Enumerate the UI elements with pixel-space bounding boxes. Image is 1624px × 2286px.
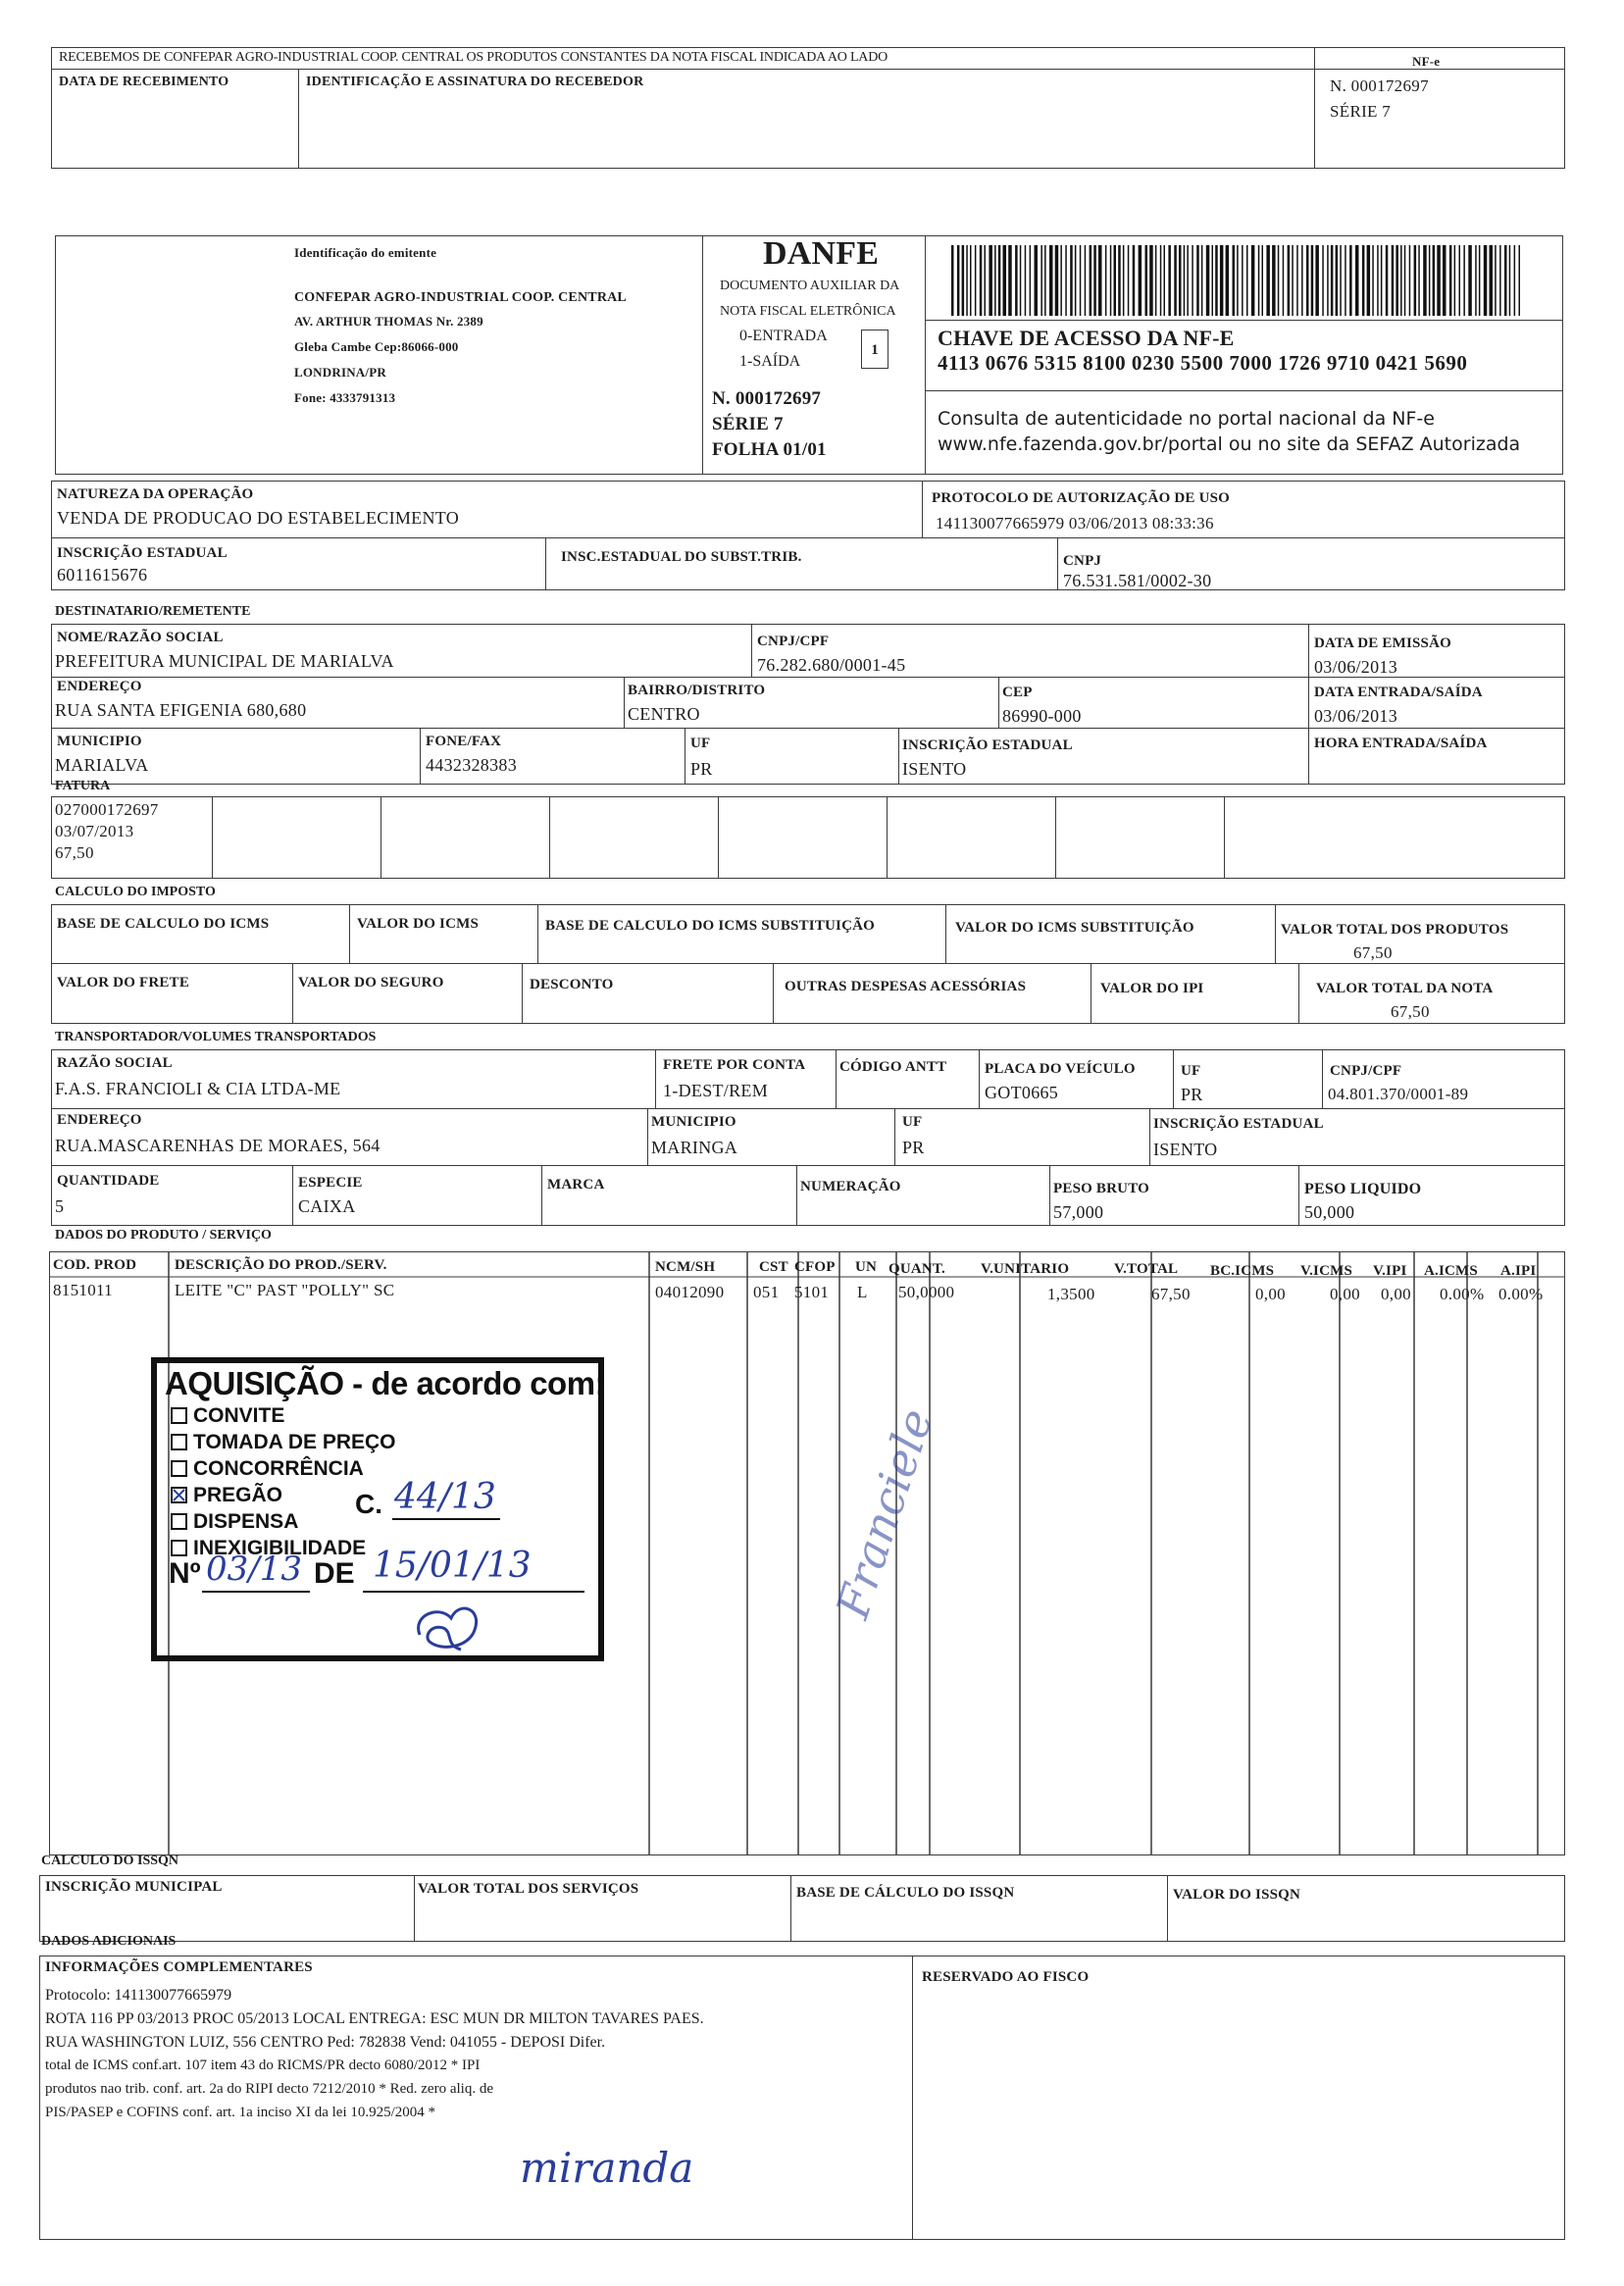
barcode-bar <box>1495 245 1497 316</box>
nature-label: NATUREZA DA OPERAÇÃO <box>57 486 254 502</box>
recipient-cep-label: CEP <box>1002 685 1033 700</box>
carrier-city-label: MUNICIPIO <box>651 1114 736 1130</box>
recipient-cnpj-label: CNPJ/CPF <box>757 634 830 649</box>
quantity-label: QUANTIDADE <box>57 1173 160 1189</box>
recipient-phone-label: FONE/FAX <box>426 734 502 749</box>
barcode-bar <box>1187 245 1189 316</box>
barcode-bar <box>1030 245 1032 316</box>
barcode-bar <box>1409 245 1411 316</box>
barcode-bar <box>1060 245 1062 316</box>
barcode-bar <box>1098 245 1102 316</box>
barcode-bar <box>1296 245 1298 316</box>
additional-block <box>39 1956 1565 2240</box>
barcode-bar <box>1414 245 1417 316</box>
barcode-bar <box>1437 245 1441 316</box>
stamp-title: AQUISIÇÃO - de acordo com: <box>165 1365 606 1401</box>
stamp-option-label: DISPENSA <box>193 1510 299 1533</box>
barcode-bar <box>1070 245 1073 316</box>
stamp-no-label: Nº <box>169 1557 201 1590</box>
barcode-bar <box>1114 245 1117 316</box>
product-area-signature: Franciele <box>826 1402 943 1625</box>
kind-value: CAIXA <box>298 1196 356 1216</box>
checkbox-icon <box>171 1407 187 1424</box>
barcode-bar <box>1322 245 1324 316</box>
barcode-bar <box>1155 245 1157 316</box>
receipt-nfe-label: NF-e <box>1412 54 1441 69</box>
protocol-label: PROTOCOLO DE AUTORIZAÇÃO DE USO <box>932 490 1231 506</box>
complementary-line-2: ROTA 116 PP 03/2013 PROC 05/2013 LOCAL ENTREGA: ESC MUN DR MILTON TAVARES PAES. <box>45 2010 704 2027</box>
barcode-bar <box>1418 245 1420 316</box>
kind-label: ESPECIE <box>298 1175 363 1191</box>
barcode-bar <box>1085 245 1087 316</box>
municipal-registration-label: INSCRIÇÃO MUNICIPAL <box>45 1879 223 1895</box>
ie-label: INSCRIÇÃO ESTADUAL <box>57 545 228 561</box>
barcode-bar <box>1055 245 1059 316</box>
barcode-bar <box>1258 245 1260 316</box>
gross-weight-label: PESO BRUTO <box>1053 1181 1149 1196</box>
product-ncm: 04012090 <box>655 1283 725 1301</box>
carrier-uf2-label: UF <box>902 1114 923 1130</box>
barcode-bar <box>1490 245 1494 316</box>
recipient-section: DESTINATARIO/REMETENTE <box>55 604 251 619</box>
stamp-option-label: TOMADA DE PREÇO <box>193 1431 396 1453</box>
barcode-bar <box>1336 245 1339 316</box>
stamp-option-dispensa <box>171 1510 298 1534</box>
barcode-bar <box>1049 245 1053 316</box>
access-key-label: CHAVE DE ACESSO DA NF-E <box>938 326 1235 350</box>
tax-section: CALCULO DO IMPOSTO <box>55 885 216 899</box>
invoice-block <box>51 796 1565 879</box>
barcode-bar <box>1139 245 1142 316</box>
recipient-uf-label: UF <box>690 736 711 751</box>
barcode-bar <box>980 245 983 316</box>
nature-value: VENDA DE PRODUCAO DO ESTABELECIMENTO <box>57 508 460 528</box>
col-cod-prod: COD. PROD <box>53 1257 137 1273</box>
barcode-bar <box>1105 245 1107 316</box>
barcode-bar <box>975 245 977 316</box>
barcode-bar <box>1160 245 1162 316</box>
stamp-option-label: PREGÃO <box>193 1484 283 1506</box>
col-vunit: V.UNITARIO <box>981 1261 1070 1277</box>
barcode-bar <box>962 245 965 316</box>
other-expenses-label: OUTRAS DESPESAS ACESSÓRIAS <box>785 979 1027 994</box>
recipient-ie-label: INSCRIÇÃO ESTADUAL <box>902 737 1073 753</box>
recipient-district-label: BAIRRO/DISTRITO <box>628 683 766 698</box>
checkbox-icon <box>171 1513 187 1530</box>
recipient-address-label: ENDEREÇO <box>57 679 142 694</box>
cnpj-value: 76.531.581/0002-30 <box>1063 571 1212 590</box>
freight-label: VALOR DO FRETE <box>57 975 190 991</box>
product-quant: 50,0000 <box>898 1283 955 1301</box>
carrier-address: RUA.MASCARENHAS DE MORAES, 564 <box>55 1136 381 1155</box>
barcode-bar <box>1008 245 1012 316</box>
carrier-uf: PR <box>1181 1085 1203 1104</box>
product-cfop: 5101 <box>794 1283 830 1301</box>
barcode-bar <box>1192 245 1193 316</box>
issqn-base-label: BASE DE CÁLCULO DO ISSQN <box>796 1885 1015 1901</box>
antt-label: CÓDIGO ANTT <box>839 1059 947 1075</box>
product-code: 8151011 <box>53 1281 113 1299</box>
emitter-name: CONFEPAR AGRO-INDUSTRIAL COOP. CENTRAL <box>294 290 627 305</box>
barcode-bar <box>1377 245 1379 316</box>
emission-date: 03/06/2013 <box>1314 657 1398 677</box>
barcode-bar <box>1423 245 1427 316</box>
barcode-bar <box>1149 245 1153 316</box>
barcode-bar <box>1080 245 1082 316</box>
recipient-name-label: NOME/RAZÃO SOCIAL <box>57 630 224 645</box>
emitter-address: AV. ARTHUR THOMAS Nr. 2389 <box>294 314 483 329</box>
product-aicms: 0.00% <box>1440 1285 1485 1303</box>
barcode-bar <box>1311 245 1314 316</box>
col-cfop: CFOP <box>794 1259 836 1275</box>
col-aicms: A.ICMS <box>1424 1263 1478 1279</box>
barcode-bar <box>1233 245 1236 316</box>
recipient-uf: PR <box>690 759 713 779</box>
barcode-bar <box>1184 245 1186 316</box>
danfe-type-box <box>861 330 888 369</box>
barcode-bar <box>1093 245 1096 316</box>
emitter-label: Identificação do emitente <box>294 245 437 260</box>
total-note-label: VALOR TOTAL DA NOTA <box>1316 981 1494 996</box>
product-cst: 051 <box>753 1283 780 1301</box>
stamp-option-pregao <box>171 1484 282 1507</box>
barcode-bar <box>1212 245 1214 316</box>
barcode-bar <box>1220 245 1224 316</box>
recipient-cnpj: 76.282.680/0001-45 <box>757 655 906 675</box>
products-section: DADOS DO PRODUTO / SERVIÇO <box>55 1228 272 1243</box>
col-description: DESCRIÇÃO DO PROD./SERV. <box>175 1257 387 1273</box>
barcode-bar <box>1301 245 1303 316</box>
barcode-bar <box>1110 245 1112 316</box>
checked-checkbox-icon <box>171 1487 187 1503</box>
emitter-phone: Fone: 4333791313 <box>294 390 396 405</box>
barcode-bar <box>1392 245 1395 316</box>
total-note-value: 67,50 <box>1391 1002 1430 1021</box>
barcode-bar <box>1025 245 1027 316</box>
total-products-value: 67,50 <box>1353 943 1393 962</box>
col-quant: QUANT. <box>888 1261 946 1277</box>
recipient-cep: 86990-000 <box>1002 706 1082 726</box>
barcode-bar <box>1272 245 1276 316</box>
barcode-bar <box>1283 245 1285 316</box>
receipt-header: RECEBEMOS DE CONFEPAR AGRO-INDUSTRIAL COOP. CENTRAL OS PRODUTOS CONSTANTES DA NOTA FISCAL INDICADA AO LADO <box>59 50 888 65</box>
product-vipi: 0,00 <box>1381 1285 1411 1303</box>
recipient-ie: ISENTO <box>902 759 967 779</box>
invoice-number: 027000172697 <box>55 800 159 819</box>
base-icms-label: BASE DE CALCULO DO ICMS <box>57 916 270 932</box>
barcode-bar <box>1355 245 1359 316</box>
rubric-signature <box>402 1591 490 1659</box>
stamp-date-value: 15/01/13 <box>373 1546 532 1586</box>
barcode-bar <box>1251 245 1255 316</box>
barcode-bar <box>998 245 1001 316</box>
recipient-phone: 4432328383 <box>426 755 517 775</box>
carrier-city: MARINGA <box>651 1138 738 1157</box>
barcode-bar <box>1288 245 1291 316</box>
barcode-bar <box>1065 245 1067 316</box>
recipient-name: PREFEITURA MUNICIPAL DE MARIALVA <box>55 651 394 671</box>
carrier-uf-label: UF <box>1181 1063 1201 1079</box>
barcode-bar <box>1499 245 1501 316</box>
barcode-bar <box>1168 245 1171 316</box>
emitter-city: LONDRINA/PR <box>294 365 386 380</box>
inout-date: 03/06/2013 <box>1314 706 1398 726</box>
ie-value: 6011615676 <box>57 565 148 584</box>
barcode-bar <box>1362 245 1365 316</box>
barcode-bar <box>1306 245 1309 316</box>
barcode-bar <box>1367 245 1371 316</box>
carrier-cnpj-label: CNPJ/CPF <box>1330 1063 1402 1079</box>
carrier-address-label: ENDEREÇO <box>57 1112 142 1128</box>
barcode-bar <box>1404 245 1406 316</box>
freight-account: 1-DEST/REM <box>663 1081 769 1100</box>
emission-date-label: DATA DE EMISSÃO <box>1314 635 1451 651</box>
stamp-no-value: 03/13 <box>206 1549 302 1589</box>
checkbox-icon <box>171 1540 187 1556</box>
barcode-bar <box>1196 245 1199 316</box>
stamp-c-value: 44/13 <box>394 1477 496 1517</box>
stamp-option-label: INEXIGIBILIDADE <box>193 1537 367 1559</box>
carrier-ie: ISENTO <box>1153 1140 1218 1159</box>
barcode-bar <box>1215 245 1218 316</box>
stamp-option-concorrencia <box>171 1457 364 1481</box>
invoice-amount: 67,50 <box>55 843 94 862</box>
barcode-bar <box>1463 245 1465 316</box>
barcode-bar <box>1262 245 1264 316</box>
barcode-bar <box>1345 245 1346 316</box>
access-key-consult-2: www.nfe.fazenda.gov.br/portal ou no site da SEFAZ Autorizada <box>938 433 1521 455</box>
barcode-bar <box>1396 245 1398 316</box>
access-key-barcode <box>951 245 1525 316</box>
barcode-bar <box>1504 245 1507 316</box>
issqn-value-label: VALOR DO ISSQN <box>1173 1887 1301 1903</box>
danfe-series: SÉRIE 7 <box>712 414 784 434</box>
recipient-city: MARIALVA <box>55 755 149 775</box>
barcode-bar <box>1242 245 1243 316</box>
recipient-address: RUA SANTA EFIGENIA 680,680 <box>55 700 307 720</box>
barcode-bar <box>1003 245 1007 316</box>
col-bcicms: BC.ICMS <box>1210 1263 1275 1279</box>
barcode-bar <box>1020 245 1022 316</box>
barcode-bar <box>957 245 960 316</box>
carrier-name: F.A.S. FRANCIOLI & CIA LTDA-ME <box>55 1079 341 1098</box>
barcode-bar <box>1015 245 1018 316</box>
reserved-fisco-label: RESERVADO AO FISCO <box>922 1969 1090 1985</box>
col-vicms: V.ICMS <box>1300 1263 1353 1279</box>
receipt-date-label: DATA DE RECEBIMENTO <box>59 75 229 89</box>
protocol-value: 141130077665979 03/06/2013 08:33:36 <box>936 514 1214 533</box>
inout-time-label: HORA ENTRADA/SAÍDA <box>1314 736 1488 751</box>
barcode-bar <box>1201 245 1203 316</box>
barcode-bar <box>1381 245 1383 316</box>
carrier-section: TRANSPORTADOR/VOLUMES TRANSPORTADOS <box>55 1030 377 1044</box>
complementary-line-5: produtos nao trib. conf. art. 2a do RIPI decto 7212/2010 * Red. zero aliq. de <box>45 2081 493 2097</box>
barcode-bar <box>1035 245 1039 316</box>
insurance-label: VALOR DO SEGURO <box>298 975 444 991</box>
freight-account-label: FRETE POR CONTA <box>663 1057 806 1073</box>
barcode-bar <box>1459 245 1461 316</box>
barcode-bar <box>1386 245 1389 316</box>
danfe-type-value: 1 <box>871 342 879 358</box>
complementary-line-6: PIS/PASEP e COFINS conf. art. 1a inciso XI da lei 10.925/2004 * <box>45 2105 436 2120</box>
barcode-bar <box>989 245 992 316</box>
stamp-c-label: C. <box>355 1489 382 1519</box>
danfe-number: N. 000172697 <box>712 388 822 409</box>
emitter-district: Gleba Cambe Cep:86066-000 <box>294 339 459 354</box>
barcode-bar <box>1340 245 1342 316</box>
barcode-bar <box>1400 245 1402 316</box>
base-icms-st-label: BASE DE CALCULO DO ICMS SUBSTITUIÇÃO <box>545 918 876 934</box>
invoice-due-date: 03/07/2013 <box>55 822 134 840</box>
stamp-option-convite <box>171 1404 284 1428</box>
services-total-label: VALOR TOTAL DOS SERVIÇOS <box>418 1881 639 1897</box>
ie-st-label: INSC.ESTADUAL DO SUBST.TRIB. <box>561 549 802 565</box>
issqn-section: CALCULO DO ISSQN <box>41 1854 179 1868</box>
operation-block <box>51 481 1565 590</box>
barcode-bar <box>1429 245 1431 316</box>
barcode-bar <box>1484 245 1488 316</box>
total-products-label: VALOR TOTAL DOS PRODUTOS <box>1281 922 1509 938</box>
danfe-entry-option: 0-ENTRADA <box>739 328 828 344</box>
barcode-bar <box>1468 245 1472 316</box>
barcode-bar <box>1454 245 1456 316</box>
barcode-bar <box>1133 245 1136 316</box>
receipt-id-label: IDENTIFICAÇÃO E ASSINATURA DO RECEBEDOR <box>306 75 644 89</box>
col-aipi: A.IPI <box>1500 1263 1537 1279</box>
access-key-value: 4113 0676 5315 8100 0230 5500 7000 1726 9710 0421 5690 <box>938 351 1468 375</box>
barcode-bar <box>1123 245 1125 316</box>
col-vipi: V.IPI <box>1373 1263 1407 1279</box>
barcode-bar <box>1475 245 1477 316</box>
barcode-bar <box>1044 245 1046 316</box>
barcode-bar <box>1449 245 1452 316</box>
quantity-value: 5 <box>55 1196 65 1216</box>
recipient-district: CENTRO <box>628 704 700 724</box>
barcode-bar <box>1278 245 1280 316</box>
complementary-info-label: INFORMAÇÕES COMPLEMENTARES <box>45 1959 313 1975</box>
barcode-bar <box>1237 245 1239 316</box>
checkbox-icon <box>171 1460 187 1477</box>
barcode-bar <box>1174 245 1177 316</box>
product-aipi: 0.00% <box>1498 1285 1544 1303</box>
barcode-bar <box>1090 245 1092 316</box>
discount-label: DESCONTO <box>530 977 614 992</box>
col-un: UN <box>855 1259 878 1275</box>
product-description: LEITE "C" PAST "POLLY" SC <box>175 1281 395 1299</box>
invoice-section: FATURA <box>55 779 111 793</box>
barcode-bar <box>1349 245 1352 316</box>
carrier-ie-label: INSCRIÇÃO ESTADUAL <box>1153 1116 1324 1132</box>
barcode-bar <box>1443 245 1446 316</box>
stamp-de-label: DE <box>314 1557 355 1590</box>
stamp-option-label: CONCORRÊNCIA <box>193 1457 364 1480</box>
plate-value: GOT0665 <box>985 1083 1059 1102</box>
plate-label: PLACA DO VEÍCULO <box>985 1061 1136 1077</box>
barcode-bar <box>970 245 972 316</box>
barcode-bar <box>1509 245 1511 316</box>
barcode-bar <box>1331 245 1334 316</box>
inout-date-label: DATA ENTRADA/SAÍDA <box>1314 685 1483 700</box>
barcode-bar <box>951 245 954 316</box>
checkbox-icon <box>171 1434 187 1450</box>
barcode-bar <box>1519 245 1521 316</box>
barcode-bar <box>1315 245 1319 316</box>
barcode-bar <box>1164 245 1166 316</box>
barcode-bar <box>1514 245 1516 316</box>
col-cst: CST <box>759 1259 788 1275</box>
stamp-option-label: CONVITE <box>193 1404 285 1427</box>
barcode-bar <box>985 245 987 316</box>
product-vtotal: 67,50 <box>1151 1285 1191 1303</box>
carrier-cnpj: 04.801.370/0001-89 <box>1328 1085 1469 1103</box>
barcode-bar <box>1327 245 1329 316</box>
danfe-title: DANFE <box>763 235 880 272</box>
access-key-consult-1: Consulta de autenticidade no portal nacional da NF-e <box>938 408 1435 430</box>
product-un: L <box>857 1283 868 1301</box>
barcode-bar <box>966 245 968 316</box>
barcode-bar <box>1179 245 1182 316</box>
brand-label: MARCA <box>547 1177 605 1193</box>
barcode-bar <box>1433 245 1436 316</box>
barcode-bar <box>1266 245 1270 316</box>
additional-section: DADOS ADICIONAIS <box>41 1934 177 1949</box>
barcode-bar <box>1040 245 1042 316</box>
cnpj-label: CNPJ <box>1063 553 1102 569</box>
barcode-bar <box>1075 245 1077 316</box>
barcode-bar <box>1246 245 1248 316</box>
complementary-line-1: Protocolo: 141130077665979 <box>45 1987 232 2004</box>
barcode-bar <box>1479 245 1481 316</box>
carrier-uf2: PR <box>902 1138 925 1157</box>
receipt-series: SÉRIE 7 <box>1330 102 1392 121</box>
icms-label: VALOR DO ICMS <box>357 916 480 932</box>
danfe-subtitle-2: NOTA FISCAL ELETRÔNICA <box>720 304 896 319</box>
danfe-subtitle-1: DOCUMENTO AUXILIAR DA <box>720 279 900 293</box>
danfe-sheet: FOLHA 01/01 <box>712 439 827 460</box>
product-vicms: 0,00 <box>1330 1285 1360 1303</box>
stamp-option-tomada <box>171 1431 396 1454</box>
complementary-line-3: RUA WASHINGTON LUIZ, 556 CENTRO Ped: 782838 Vend: 041055 - DEPOSI Difer. <box>45 2034 606 2051</box>
barcode-bar <box>1292 245 1294 316</box>
barcode-bar <box>1372 245 1374 316</box>
barcode-bar <box>1226 245 1230 316</box>
footer-signature: miranda <box>520 2144 694 2192</box>
product-bcicms: 0,00 <box>1255 1285 1286 1303</box>
barcode-bar <box>1118 245 1121 316</box>
barcode-bar <box>1206 245 1210 316</box>
barcode-bar <box>994 245 996 316</box>
icms-st-label: VALOR DO ICMS SUBSTITUIÇÃO <box>955 920 1194 936</box>
product-vunit: 1,3500 <box>1047 1285 1095 1303</box>
numbering-label: NUMERAÇÃO <box>800 1179 901 1194</box>
complementary-line-4: total de ICMS conf.art. 107 item 43 do RICMS/PR decto 6080/2012 * IPI <box>45 2057 481 2073</box>
net-weight-label: PESO LIQUIDO <box>1304 1181 1422 1197</box>
ipi-value-label: VALOR DO IPI <box>1100 981 1204 996</box>
gross-weight: 57,000 <box>1053 1202 1104 1222</box>
col-vtotal: V.TOTAL <box>1114 1261 1179 1277</box>
carrier-name-label: RAZÃO SOCIAL <box>57 1055 173 1071</box>
net-weight: 50,000 <box>1304 1202 1355 1222</box>
barcode-bar <box>1128 245 1130 316</box>
danfe-exit-option: 1-SAÍDA <box>739 353 801 370</box>
receipt-number: N. 000172697 <box>1330 76 1429 95</box>
recipient-city-label: MUNICIPIO <box>57 734 142 749</box>
barcode-bar <box>1145 245 1148 316</box>
col-ncm: NCM/SH <box>655 1259 716 1275</box>
